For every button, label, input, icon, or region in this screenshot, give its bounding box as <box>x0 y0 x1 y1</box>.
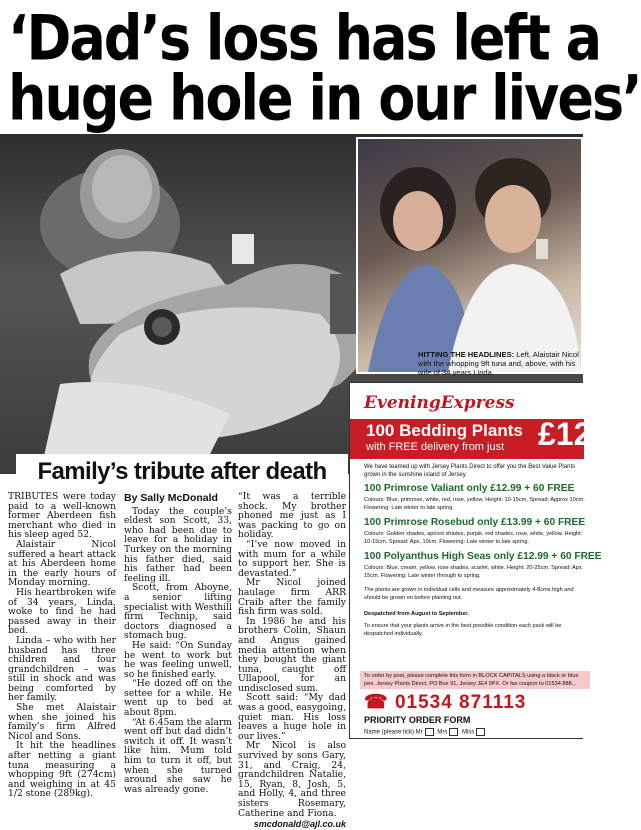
article-kicker: Family’s tribute after death <box>16 454 348 490</box>
paragraph: “I’ve now moved in with mum for a while to support her. She is devastated.” <box>238 538 346 579</box>
article-body <box>8 491 346 830</box>
ad-offer-title: 100 Primrose Valiant only £12.99 + 60 FREE <box>364 483 575 494</box>
ad-note: The plants are grown in individual cells and measure approximately 4-8cms high and should be grown on before planting out. <box>364 587 574 601</box>
paragraph: Linda – who with her husband has three children and four grandchildren – was still in shock and was being comforted by her family. <box>8 634 116 704</box>
ad-offer-title: 100 Polyanthus High Seas only £12.99 + 60 FREE <box>364 551 602 562</box>
name-opt-label: Miss <box>462 729 475 736</box>
ad-order-form-title: PRIORITY ORDER FORM <box>364 715 471 725</box>
ad-intro: We have teamed up with Jersey Plants Direct to offer you the Best Value Plants grown in the sunshine island of Jersey. <box>364 464 576 478</box>
ad-order-instructions: To order by post, please complete this form in BLOCK CAPITALS using a black or blue pen. Jersey Plants Direct, PO Box 91, Jersey JE4 9PX. Or fax coupon to 01534 888... <box>360 671 590 689</box>
paragraph: In 1986 he and his brothers Colin, Shaun and Angus gained media attention when they bought the giant tuna, caught off Ullapool, for an undisclosed sum. <box>238 615 346 694</box>
article-column-2 <box>124 492 232 794</box>
paragraph: “It was a terrible shock. My brother phoned me just as I was packing to go on holiday. <box>238 491 346 541</box>
caption-label: HITTING THE HEADLINES: <box>418 350 515 359</box>
paragraph: Scott said: “My dad was a good, easygoing, quiet man. His loss leaves a huge hole in our lives.” <box>238 692 346 742</box>
ad-banner-price: £12.9 <box>538 416 619 452</box>
byline: By Sally McDonald <box>124 492 218 504</box>
ad-offer-spec: Colours: Blue, cream, yellow, rose shades, scarlet, white. Height: 20-25cm. Spread: Apx. 15cm. Flowering: Late winter through to spring. <box>364 565 584 579</box>
photo-caption <box>418 350 583 377</box>
caption-text: Left, Alaistair Nicol with the whopping 9ft tuna and, above, with his wife of 34 years Linda. <box>418 350 579 377</box>
ad-offer-spec: Colours: Golden shades, apricot shades, purple, red shades, rose, white, yellow. Height: 10-15cm. Spread: Apx. 10cm. Flowering: Late winter to late spring. <box>364 531 583 545</box>
paragraph: It hit the headlines after netting a giant tuna measuring a whopping 9ft (274cm) and weighing in at 45 1/2 stone (289kg). <box>8 740 116 800</box>
checkbox-miss[interactable] <box>476 728 485 736</box>
checkbox-mr[interactable] <box>425 728 434 736</box>
headline-line-1: ‘Dad’s loss has left a <box>8 2 601 75</box>
paragraph: Mr Nicol joined haulage firm ARR Craib after the family fish firm was sold. <box>238 577 346 618</box>
ad-note: Despatched from August to September. <box>364 611 469 617</box>
paragraph: Mr Nicol is also survived by sons Gary, 31, and Craig, 24, grandchildren Natalie, 15, Ryan, 8, Josh, 5, and Holly, 4, and three sisters Rosemary, Catherine and Fiona. <box>238 740 346 819</box>
bedding-plants-ad <box>349 382 619 739</box>
ad-banner-subtitle: with FREE delivery from just <box>366 441 505 453</box>
author-email[interactable]: smcdonald@ajl.co.uk <box>253 819 346 830</box>
checkbox-mrs[interactable] <box>449 728 458 736</box>
ad-name-row <box>364 728 487 736</box>
ad-phone-number[interactable]: ☎ 01534 871113 <box>364 692 527 713</box>
headline-line-2: huge hole in our lives’ <box>8 62 641 135</box>
ad-banner-title: 100 Bedding Plants <box>366 421 523 440</box>
couple-photo-illustration <box>358 139 581 372</box>
paragraph: Alaistair Nicol suffered a heart attack at his Aberdeen home in the early hours of Monday morning. <box>8 538 116 589</box>
paragraph: Today the couple’s eldest son Scott, 33, who had been due to leave for a holiday in Turkey on the morning his father died, said his father had been feeling ill. <box>124 505 232 584</box>
ad-offer-title: 100 Primrose Rosebud only £13.99 + 60 FREE <box>364 517 586 528</box>
paragraph: She met Alaistair when she joined his family’s firm Alfred Nicol and Sons. <box>8 702 116 742</box>
paragraph: He said: “On Sunday he went to work but he was feeling unwell, so he finished early. <box>124 639 232 680</box>
article-column-3 <box>238 492 346 830</box>
name-row-label: Name (please tick) Mr <box>364 729 423 736</box>
paragraph: Scott, from Aboyne, a senior lifting specialist with Westhill firm Technip, said doctors diagnosed a stomach bug. <box>124 582 232 642</box>
ad-offer-spec: Colours: Blue, primrose, white, red, rose, yellow. Height: 10-15cm, Spread: Approx 10cm. Flowering: Late winter to late spring. <box>364 497 585 511</box>
paragraph: “He dozed off on the settee for a while. He went up to bed at about 8pm. <box>124 678 232 719</box>
name-opt-label: Mrs <box>437 729 448 736</box>
ad-brand-logo: EveningExpress <box>364 393 515 413</box>
ad-note: To ensure that your plants arrive in the best possible condition each pack will be despatched individually. <box>364 623 562 637</box>
ad-banner <box>350 416 619 459</box>
paragraph: His heartbroken wife of 34 years, Linda, woke to find he had passed away in their bed. <box>8 586 116 637</box>
couple-photo <box>356 137 583 374</box>
headline <box>0 0 641 135</box>
paragraph: TRIBUTES were today paid to a well-known former Aberdeen fish merchant who died in his sleep aged 52. <box>8 491 116 541</box>
paragraph: “At 6.45am the alarm went off but dad didn’t switch it off. It wasn’t like him. Mum told him to turn it off, but when she turned around she saw he was already gone. <box>124 716 232 795</box>
article-column-1 <box>8 492 116 799</box>
